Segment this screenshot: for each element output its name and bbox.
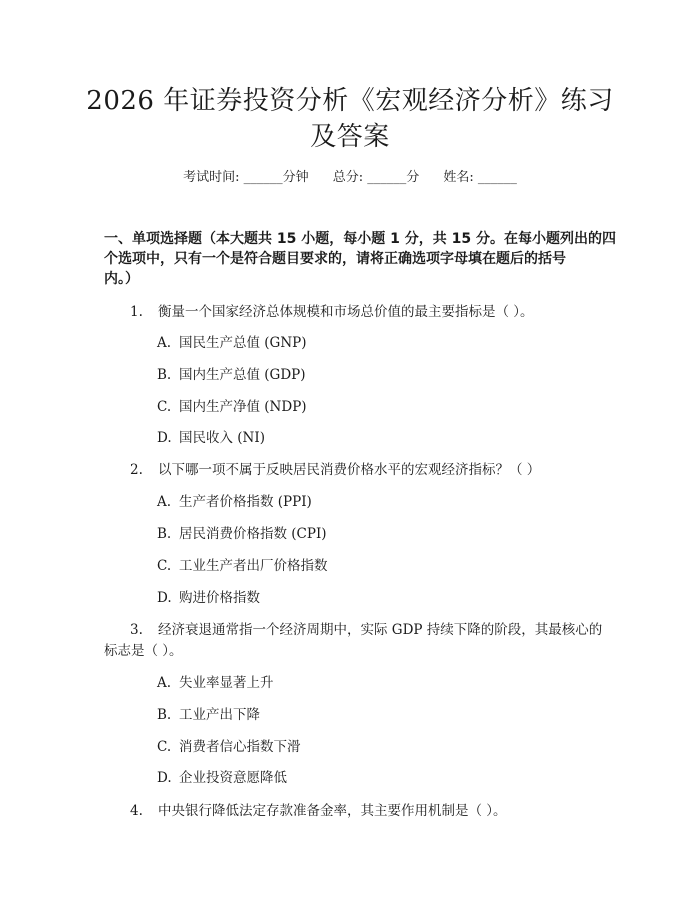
option-key: A. (157, 494, 172, 510)
option-text: 国内生产总值 (GDP) (179, 367, 306, 383)
question-number: 2. (130, 462, 143, 478)
question-number: 4. (130, 803, 143, 819)
question-number: 1. (130, 304, 143, 320)
option-text: 国民收入 (NI) (179, 430, 265, 446)
exam-meta (0, 168, 700, 188)
question-text: 经济衰退通常指一个经济周期中，实际 GDP 持续下降的阶段，其最核心的 (158, 622, 603, 638)
option-text: 生产者价格指数 (PPI) (179, 494, 312, 510)
option-2b (157, 524, 327, 544)
option-2d (157, 588, 260, 608)
option-key: B. (157, 526, 172, 542)
option-3c (157, 737, 301, 757)
option-1a (157, 333, 307, 353)
option-1d (157, 428, 265, 448)
section-heading-line-2: 个选项中，只有一个是符合题目要求的，请将正确选项字母填在题后的括号 (104, 251, 566, 267)
question-3 (130, 620, 602, 640)
option-text: 失业率显著上升 (179, 675, 274, 691)
section-heading (104, 229, 616, 289)
question-text: 中央银行降低法定存款准备金率，其主要作用机制是（ ）。 (158, 803, 507, 819)
option-key: B. (157, 367, 172, 383)
option-text: 购进价格指数 (179, 590, 260, 606)
option-text: 消费者信心指数下滑 (179, 739, 301, 755)
option-text: 居民消费价格指数 (CPI) (179, 526, 327, 542)
exam-total-score: 总分: ______分 (332, 170, 420, 185)
question-2 (130, 460, 540, 480)
option-1c (157, 397, 307, 417)
option-2c (157, 556, 328, 576)
exam-name: 姓名: ______ (443, 170, 517, 185)
section-heading-line-3: 内。） (104, 271, 139, 287)
option-key: D. (157, 770, 172, 786)
option-text: 工业产出下降 (179, 707, 260, 723)
document-title-line-2: 及答案 (310, 122, 390, 152)
option-key: B. (157, 707, 172, 723)
option-key: D. (157, 590, 172, 606)
option-1b (157, 365, 306, 385)
option-text: 国民生产总值 (GNP) (179, 335, 307, 351)
question-text: 衡量一个国家经济总体规模和市场总价值的最主要指标是（ ）。 (158, 304, 534, 320)
option-key: A. (157, 335, 172, 351)
option-3d (157, 768, 287, 788)
option-key: C. (157, 558, 172, 574)
question-3-continuation: 标志是（ ）。 (104, 643, 183, 659)
option-3a (157, 673, 274, 693)
option-text: 企业投资意愿降低 (179, 770, 287, 786)
option-key: C. (157, 399, 172, 415)
question-text: 以下哪一项不属于反映居民消费价格水平的宏观经济指标？（ ） (158, 462, 541, 478)
option-2a (157, 492, 312, 512)
document-title-line-1: 2026 年证券投资分析《宏观经济分析》练习 (86, 86, 614, 116)
option-text: 国内生产净值 (NDP) (179, 399, 307, 415)
option-3b (157, 705, 260, 725)
exam-time: 考试时间: ______分钟 (183, 170, 309, 185)
option-key: C. (157, 739, 172, 755)
question-number: 3. (130, 622, 143, 638)
section-heading-line-1: 一、单项选择题（本大题共 15 小题，每小题 1 分，共 15 分。在每小题列出的四 (104, 231, 616, 247)
question-4 (130, 801, 507, 821)
option-key: D. (157, 430, 172, 446)
option-key: A. (157, 675, 172, 691)
option-text: 工业生产者出厂价格指数 (179, 558, 328, 574)
question-1 (130, 302, 534, 322)
